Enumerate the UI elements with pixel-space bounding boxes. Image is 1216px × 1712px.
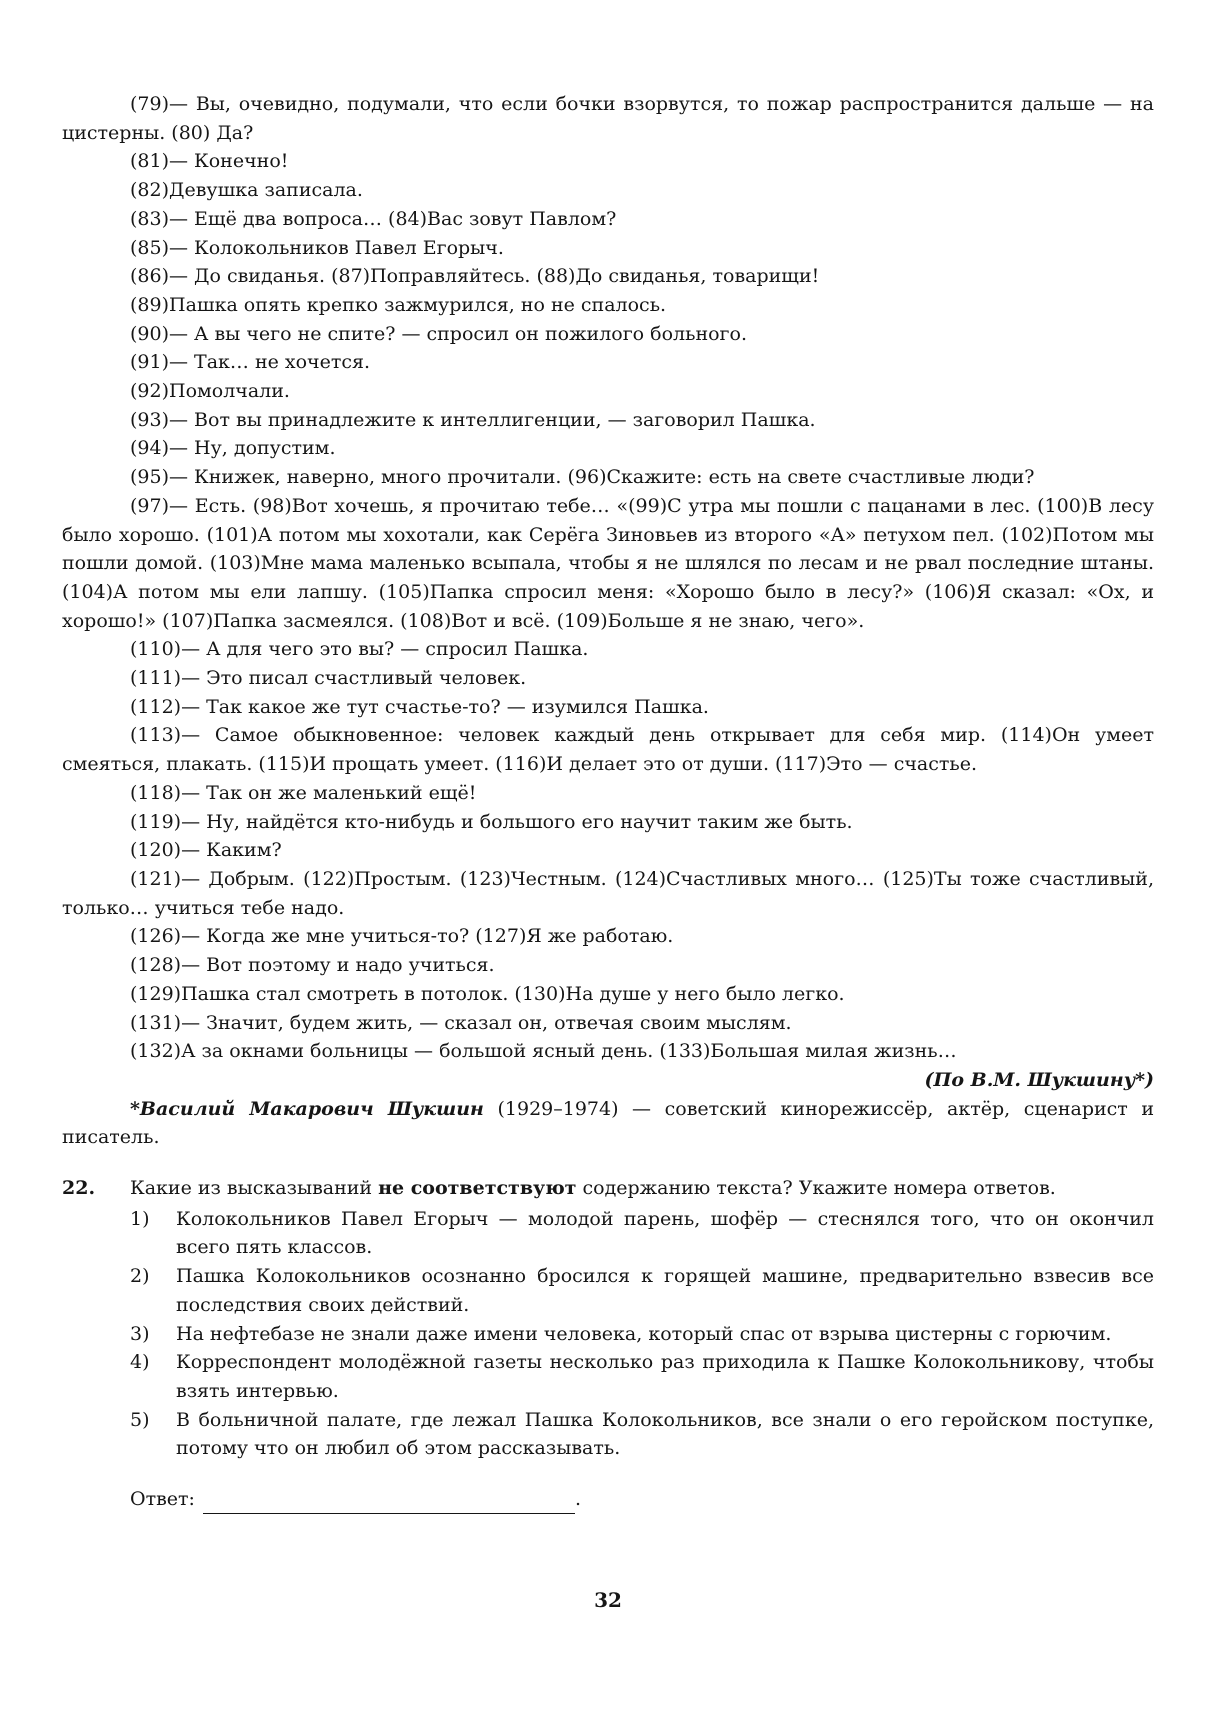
story-paragraph: (89)Пашка опять крепко зажмурился, но не спалось. (130, 293, 667, 316)
question-emphasis: не соответствуют (378, 1177, 577, 1200)
option-text: В больничной палате, где лежал Пашка Колокольников, все знали о его геройском поступке, потому что он любил об этом рассказывать. (176, 1408, 1154, 1460)
answer-label: Ответ: (130, 1488, 195, 1511)
answer-blank-field[interactable] (203, 1491, 575, 1514)
story-paragraph: (113)— Самое обыкновенное: человек каждый день открывает для себя мир. (114)Он умеет смеяться, плакать. (115)И прощать умеет. (116)И делает это от души. (117)Это — счастье. (62, 724, 1154, 776)
source-attribution: (По В.М. Шукшину*) (924, 1068, 1154, 1091)
story-paragraph: (132)А за окнами больницы — большой ясный день. (133)Большая милая жизнь… (130, 1040, 957, 1063)
story-paragraph: (81)— Конечно! (130, 150, 289, 173)
author-name: *Василий Макарович Шукшин (130, 1097, 484, 1120)
story-text (62, 90, 1154, 1066)
story-paragraph: (79)— Вы, очевидно, подумали, что если бочки взорвутся, то пожар распространится дальше — на цистерны. (80) Да? (62, 93, 1154, 144)
option-3 (130, 1320, 1154, 1349)
story-paragraph: (128)— Вот поэтому и надо учиться. (130, 954, 495, 977)
story-paragraph: (86)— До свиданья. (87)Поправляйтесь. (88)До свиданья, товарищи! (130, 265, 820, 288)
story-paragraph: (95)— Книжек, наверно, много прочитали. (96)Скажите: есть на свете счастливые люди? (130, 466, 1035, 489)
story-paragraph: (111)— Это писал счастливый человек. (130, 667, 527, 690)
story-paragraph: (85)— Колокольников Павел Егорыч. (130, 236, 504, 259)
option-5 (130, 1406, 1154, 1463)
page-number: 32 (594, 1588, 622, 1612)
answer-line (130, 1485, 1154, 1514)
question-text-start: Какие из высказываний (130, 1177, 379, 1200)
option-text: На нефтебазе не знали даже имени человека, который спас от взрыва цистерны с горючим. (176, 1322, 1112, 1345)
option-2 (130, 1262, 1154, 1319)
author-description: (1929–1974) — советский кинорежиссёр, актёр, сценарист и писатель. (62, 1097, 1155, 1149)
story-paragraph: (92)Помолчали. (130, 380, 290, 403)
story-paragraph: (83)— Ещё два вопроса… (84)Вас зовут Павлом? (130, 207, 617, 230)
story-paragraph: (119)— Ну, найдётся кто-нибудь и большого его научит таким же быть. (130, 810, 853, 833)
answer-end: . (574, 1488, 581, 1511)
story-paragraph: (110)— А для чего это вы? — спросил Пашка. (130, 638, 589, 661)
answer-options (130, 1205, 1154, 1463)
story-paragraph: (126)— Когда же мне учиться-то? (127)Я же работаю. (130, 925, 674, 948)
story-paragraph: (91)— Так… не хочется. (130, 351, 371, 374)
story-paragraph: (121)— Добрым. (122)Простым. (123)Честным. (124)Счастливых много… (125)Ты тоже счастливый, только… учиться тебе надо. (62, 867, 1154, 919)
option-number: 4) (130, 1351, 150, 1374)
story-paragraph: (94)— Ну, допустим. (130, 437, 336, 460)
option-1 (130, 1205, 1154, 1262)
story-paragraph: (82)Девушка записала. (130, 179, 363, 202)
option-text: Колокольников Павел Егорыч — молодой парень, шофёр — стеснялся того, что он окончил всего пять классов. (176, 1207, 1154, 1259)
option-number: 3) (130, 1322, 150, 1345)
option-text: Корреспондент молодёжной газеты несколько раз приходила к Пашке Колокольникову, чтобы взять интервью. (176, 1351, 1154, 1402)
task-question (130, 1174, 1154, 1203)
task-number: 22. (62, 1177, 96, 1200)
story-paragraph: (129)Пашка стал смотреть в потолок. (130)На душе у него было легко. (130, 982, 845, 1005)
story-paragraph: (131)— Значит, будем жить, — сказал он, отвечая своим мыслям. (130, 1011, 792, 1034)
story-paragraph: (118)— Так он же маленький ещё! (130, 781, 477, 804)
story-paragraph: (97)— Есть. (98)Вот хочешь, я прочитаю тебе… «(99)С утра мы пошли с пацанами в лес. (100)В лесу было хорошо. (101)А потом мы хохотали, как Серёга Зиновьев из второго «А» петухом пел. (102)Потом мы пошли домой. (103)Мне мама маленько всыпала, чтобы я не шлялся по лесам и не рвал последние штаны. (104)А потом мы ели лапшу. (105)Папка спросил меня: «Хорошо было в лесу?» (106)Я сказал: «Ох, и хорошо!» (107)Папка засмеялся. (108)Вот и всё. (109)Больше я не знаю, чего». (62, 494, 1154, 632)
task-22 (62, 1174, 1154, 1514)
story-paragraph: (93)— Вот вы принадлежите к интеллигенции, — заговорил Пашка. (130, 408, 816, 431)
option-number: 1) (130, 1207, 150, 1230)
option-text: Пашка Колокольников осознанно бросился к горящей машине, предварительно взвесив все последствия своих действий. (176, 1265, 1154, 1316)
author-footnote (62, 1095, 1154, 1152)
story-paragraph: (120)— Каким? (130, 839, 282, 862)
story-paragraph: (112)— Так какое же тут счастье-то? — изумился Пашка. (130, 695, 709, 718)
option-4 (130, 1348, 1154, 1405)
option-number: 2) (130, 1265, 150, 1288)
story-paragraph: (90)— А вы чего не спите? — спросил он пожилого больного. (130, 322, 747, 345)
question-text-end: содержанию текста? Укажите номера ответов. (576, 1177, 1056, 1200)
option-number: 5) (130, 1408, 150, 1431)
